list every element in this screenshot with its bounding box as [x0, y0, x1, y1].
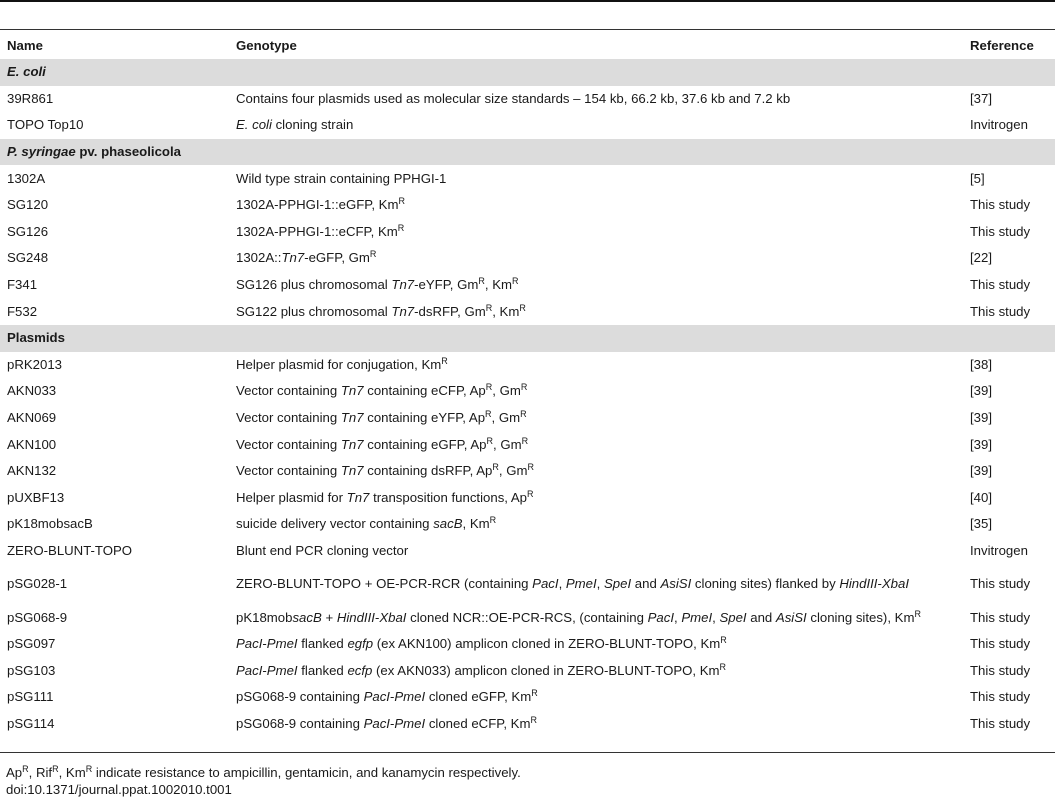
plasmid-name: AKN069	[7, 410, 57, 426]
reference-cell: This study	[970, 576, 1031, 592]
plasmid-name: AKN033	[7, 383, 57, 399]
header-top-rule	[0, 29, 1055, 30]
table-row	[0, 298, 1055, 325]
genotype-cell: Wild type strain containing PPHGI-1	[236, 170, 447, 186]
reference-cell: This study	[970, 636, 1031, 652]
plasmid-name: pUXBF13	[7, 489, 65, 505]
strain-name: 1302A	[7, 170, 46, 186]
strain-name: F532	[7, 303, 38, 319]
reference-cell: This study	[970, 303, 1031, 319]
genotype-cell: 1302A-PPHGI-1::eCFP, $Km^R$	[236, 222, 405, 239]
table-row	[0, 511, 1055, 538]
reference-cell: [35]	[970, 516, 992, 532]
section-title-psyringae: P. syringae pv. phaseolicola	[0, 139, 1055, 166]
genotype-cell: SG126 plus chromosomal Tn7-eYFP, $Gm^R$, $Km^R$	[236, 276, 519, 293]
reference-cell: [22]	[970, 250, 992, 266]
table-bottom-rule	[0, 752, 1055, 753]
genotype-cell: suicide delivery vector containing sacB, $Km^R$	[236, 515, 497, 532]
genotype-cell: 1302A::Tn7-eGFP, $Gm^R$	[236, 249, 377, 266]
table-row	[0, 219, 1055, 246]
genotype-cell: Contains four plasmids used as molecular size standards – 154 kb, 66.2 kb, 37.6 kb and 7.2 kb	[236, 90, 791, 106]
genotype-cell: PacI-PmeI flanked ecfp (ex AKN033) amplicon cloned in ZERO-BLUNT-TOPO, $Km^R$	[236, 661, 727, 678]
genotype-cell: pSG068-9 containing PacI-PmeI cloned eCFP, $Km^R$	[236, 714, 537, 731]
plasmid-name: pSG103	[7, 662, 56, 678]
genotype-cell: Vector containing Tn7 containing eYFP, $Ap^R$, $Gm^R$	[236, 409, 527, 426]
table-row	[0, 272, 1055, 299]
table-row	[0, 485, 1055, 512]
reference-cell: This study	[970, 715, 1031, 731]
section-title-ecoli: E. coli	[7, 64, 46, 80]
strain-name: 39R861	[7, 90, 54, 106]
genotype-cell: Blunt end PCR cloning vector	[236, 542, 409, 558]
table-row	[0, 657, 1055, 684]
table-notes	[6, 764, 521, 798]
table-row	[0, 431, 1055, 458]
doi: doi:10.1371/journal.ppat.1002010.t001	[6, 782, 232, 797]
genotype-cell: pSG068-9 containing PacI-PmeI cloned eGFP, $Km^R$	[236, 688, 538, 705]
genotype-cell: Helper plasmid for conjugation, $Km^R$	[236, 355, 448, 372]
genotype-cell: pK18mobsacB + HindIII-XbaI cloned NCR::OE-PCR-RCS, (containing PacI, PmeI, SpeI and AsiSI cloning sites), $Km^R$	[236, 608, 921, 625]
plasmid-name: pSG111	[7, 689, 54, 705]
table-row	[0, 165, 1055, 192]
plasmid-name: pSG114	[7, 715, 55, 731]
strain-name: SG248	[7, 250, 49, 266]
plasmid-name: AKN132	[7, 463, 57, 479]
genotype-cell: Vector containing Tn7 containing eCFP, $Ap^R$, $Gm^R$	[236, 382, 528, 399]
strain-name: SG126	[7, 223, 49, 239]
section-row-plasmids	[0, 325, 1055, 352]
genotype-cell: SG122 plus chromosomal Tn7-dsRFP, $Gm^R$, $Km^R$	[236, 302, 526, 319]
reference-cell: [38]	[970, 356, 992, 372]
table-row	[0, 684, 1055, 711]
plasmid-name: pSG097	[7, 636, 56, 652]
table-row	[0, 711, 1055, 738]
table-row	[0, 352, 1055, 379]
reference-cell: This study	[970, 609, 1031, 625]
genotype-cell: Vector containing Tn7 containing eGFP, $Ap^R$, $Gm^R$	[236, 435, 529, 452]
reference-cell: This study	[970, 277, 1031, 293]
reference-cell: [40]	[970, 489, 992, 505]
strain-name: F341	[7, 277, 38, 293]
header-genotype: Genotype	[236, 38, 297, 53]
genotype-cell: Vector containing Tn7 containing dsRFP, $Ap^R$, $Gm^R$	[236, 462, 534, 479]
strain-name: SG120	[7, 197, 49, 213]
plasmid-name: ZERO-BLUNT-TOPO	[7, 542, 133, 558]
table-row	[0, 378, 1055, 405]
genotype-cell: PacI-PmeI flanked egfp (ex AKN100) amplicon cloned in ZERO-BLUNT-TOPO, $Km^R$	[236, 635, 727, 652]
reference-cell: Invitrogen	[970, 117, 1028, 133]
table-row	[0, 458, 1055, 485]
section-row-ecoli	[0, 59, 1055, 86]
header-row	[0, 33, 1055, 59]
reference-cell: This study	[970, 689, 1031, 705]
genotype-cell: ZERO-BLUNT-TOPO + OE-PCR-RCR (containing PacI, PmeI, SpeI and AsiSI cloning sites) flanked by HindIII-XbaI	[236, 576, 910, 592]
plasmid-name: AKN100	[7, 436, 57, 452]
plasmid-name: pK18mobsacB	[7, 516, 93, 532]
footnote: $Ap^R$, Rif$^R$, $Km^R$ indicate resistance to ampicillin, gentamicin, and kanamycin respectively.	[6, 764, 521, 780]
genotype-cell: Helper plasmid for Tn7 transposition functions, $Ap^R$	[236, 488, 534, 505]
reference-cell: Invitrogen	[970, 542, 1028, 558]
header-name: Name	[7, 38, 43, 53]
plasmid-name: pSG068-9	[7, 609, 68, 625]
table-row	[0, 112, 1055, 139]
reference-cell: [39]	[970, 383, 992, 399]
reference-cell: This study	[970, 223, 1031, 239]
reference-cell: [5]	[970, 170, 985, 186]
reference-cell: [39]	[970, 463, 992, 479]
genotype-cell: 1302A-PPHGI-1::eGFP, $Km^R$	[236, 196, 405, 213]
strains-plasmids-table	[0, 33, 1055, 737]
section-row-psyringae	[0, 139, 1055, 166]
reference-cell: [39]	[970, 436, 992, 452]
table-row	[0, 538, 1055, 565]
top-rule	[0, 0, 1055, 2]
reference-cell: [37]	[970, 90, 992, 106]
table-row	[0, 245, 1055, 272]
table-row	[0, 86, 1055, 113]
section-title-plasmids: Plasmids	[0, 325, 1055, 352]
reference-cell: This study	[970, 662, 1031, 678]
header-reference: Reference	[970, 38, 1034, 53]
plasmid-name: pRK2013	[7, 356, 62, 372]
reference-cell: [39]	[970, 410, 992, 426]
table-row	[0, 564, 1055, 604]
strain-name: TOPO Top10	[7, 117, 84, 133]
table-row	[0, 604, 1055, 631]
table-row	[0, 631, 1055, 658]
reference-cell: This study	[970, 197, 1031, 213]
genotype-cell: E. coli cloning strain	[236, 117, 354, 133]
table-row	[0, 192, 1055, 219]
table-row	[0, 405, 1055, 432]
plasmid-name: pSG028-1	[7, 576, 68, 592]
